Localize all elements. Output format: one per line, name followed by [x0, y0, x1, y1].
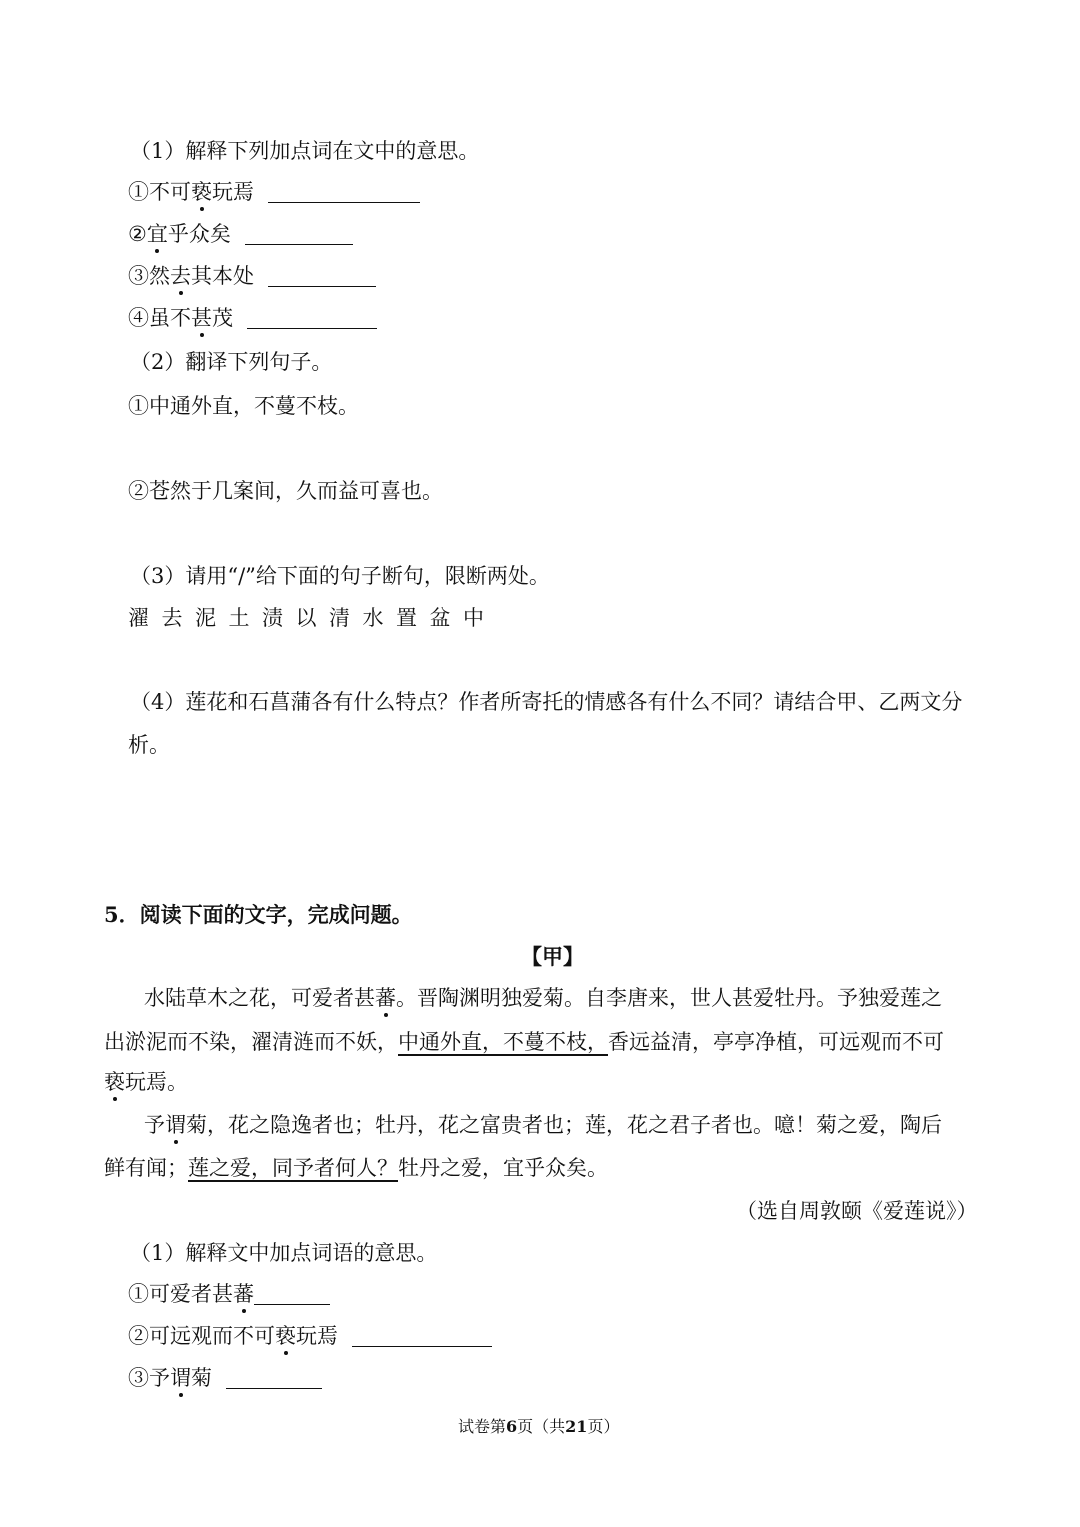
emphasis-dot-char: 亵: [275, 1324, 296, 1348]
passage-p2-line-2: 鲜有闻；莲之爱，同予者何人？牡丹之爱，宜乎众矣。: [104, 1156, 608, 1180]
q5-sub1-item-2: ②可远观而不可亵玩焉: [128, 1326, 492, 1347]
emphasis-dot-char: 谓: [170, 1366, 191, 1390]
q4-sub1-item-2: ②宜乎众矣: [128, 224, 353, 245]
answer-blank[interactable]: [226, 1368, 322, 1389]
q5-sub1-title: （1）解释文中加点词语的意思。: [130, 1241, 438, 1265]
q4-sub1-item-3: ③然去其本处: [128, 266, 376, 287]
page-number: 6: [506, 1417, 518, 1436]
q4-sub2-title: （2）翻译下列句子。: [130, 350, 333, 374]
emphasis-dot-char: 宜: [146, 222, 168, 246]
q4-sub1-item-1: ①不可亵玩焉: [128, 182, 420, 203]
q4-sub2-item-1: ①中通外直，不蔓不枝。: [128, 394, 359, 418]
answer-blank[interactable]: [245, 224, 353, 245]
answer-blank[interactable]: [268, 266, 376, 287]
passage-p1-line-1: 水陆草木之花，可爱者甚蕃。晋陶渊明独爱菊。自李唐来，世人甚爱牡丹。予独爱莲之: [144, 986, 942, 1010]
page-footer: 试卷第6页（共21页）: [458, 1417, 620, 1436]
emphasis-dot-char: 亵: [191, 180, 212, 204]
emphasis-dot-char: 谓: [165, 1113, 186, 1137]
answer-blank[interactable]: [247, 308, 377, 329]
q5-sub1-item-3: ③予谓菊: [128, 1368, 322, 1389]
emphasis-dot-char: 去: [170, 264, 191, 288]
q4-sub4-line-2: 析。: [128, 733, 170, 757]
q4-sub1-title: （1）解释下列加点词在文中的意思。: [130, 139, 480, 163]
emphasis-dot-char: 蕃: [375, 986, 396, 1010]
section-label: 【甲】: [521, 944, 584, 969]
answer-blank[interactable]: [352, 1326, 492, 1347]
emphasis-dot-char: 蕃: [233, 1282, 254, 1306]
passage-source: （选自周敦颐《爱莲说》）: [736, 1199, 978, 1223]
total-pages: 21: [565, 1417, 588, 1436]
passage-p1-line-2: 出淤泥而不染，濯清涟而不妖，中通外直，不蔓不枝，香远益清，亭亭净植，可远观而不可: [104, 1030, 944, 1054]
q4-sub1-item-4: ④虽不甚茂: [128, 308, 377, 329]
underlined-phrase: 莲之爱，同予者何人？: [188, 1156, 398, 1180]
q5-sub1-item-1: ①可爱者甚蕃: [128, 1284, 330, 1305]
answer-blank[interactable]: [254, 1284, 330, 1305]
passage-p2-line-1: 予谓菊，花之隐逸者也；牡丹，花之富贵者也；莲，花之君子者也。噫！菊之爱，陶后: [144, 1113, 942, 1137]
q4-sub3-title: （3）请用“/”给下面的句子断句，限断两处。: [130, 564, 550, 588]
q4-sub4-line-1: （4）莲花和石菖蒲各有什么特点？作者所寄托的情感各有什么不同？请结合甲、乙两文分: [130, 690, 963, 714]
q4-sub3-sentence: 濯 去 泥 土 渍 以 清 水 置 盆 中: [128, 606, 484, 630]
underlined-phrase: 中通外直，不蔓不枝，: [398, 1030, 608, 1054]
answer-blank[interactable]: [268, 182, 420, 203]
emphasis-dot-char: 亵: [104, 1070, 125, 1094]
passage-p1-line-3: 亵玩焉。: [104, 1070, 188, 1094]
q5-heading: 5．阅读下面的文字，完成问题。: [104, 902, 413, 927]
emphasis-dot-char: 甚: [191, 306, 212, 330]
q4-sub2-item-2: ②苍然于几案间，久而益可喜也。: [128, 479, 443, 503]
